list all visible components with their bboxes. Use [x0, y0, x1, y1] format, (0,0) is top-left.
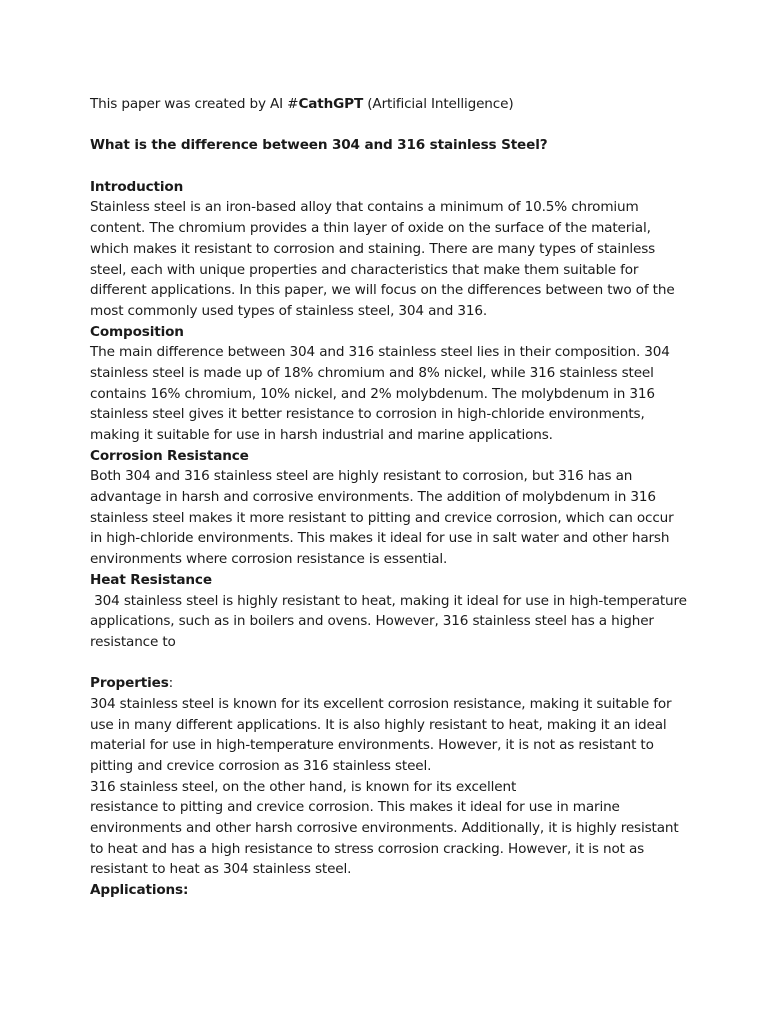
spacer — [90, 115, 718, 136]
heading-corrosion-resistance: Corrosion Resistance — [90, 447, 249, 464]
attribution-line — [90, 94, 718, 115]
heading-introduction: Introduction — [90, 178, 184, 195]
paragraph-line: advantage in harsh and corrosive environments. The addition of molybdenum in 316 — [90, 489, 656, 506]
heading-properties: Properties — [90, 675, 169, 692]
paragraph-line: different applications. In this paper, we will focus on the differences between two of the — [90, 282, 675, 299]
paragraph-line: applications, such as in boilers and ovens. However, 316 stainless steel has a higher — [90, 613, 654, 630]
paragraph-line: resistance to pitting and crevice corrosion. This makes it ideal for use in marine — [90, 799, 620, 816]
paragraph-line: stainless steel gives it better resistance to corrosion in high-chloride environments, — [90, 406, 645, 423]
paragraph-line: Stainless steel is an iron-based alloy that contains a minimum of 10.5% chromium — [90, 199, 639, 216]
heading-properties-colon: : — [168, 675, 174, 692]
document-page — [90, 94, 718, 901]
paragraph-line: resistant to heat as 304 stainless steel. — [90, 861, 352, 878]
paragraph-line: pitting and crevice corrosion as 316 stainless steel. — [90, 758, 432, 774]
paragraph-line: steel, each with unique properties and characteristics that make them suitable for — [90, 261, 639, 278]
paragraph-line: 304 stainless steel is known for its excellent corrosion resistance, making it suitable for — [90, 695, 672, 712]
heading-heat-resistance: Heat Resistance — [90, 571, 212, 588]
paragraph-line: environments and other harsh corrosive environments. Additionally, it is highly resistant — [90, 820, 679, 837]
heading-properties-line — [90, 673, 718, 694]
paragraph-line: contains 16% chromium, 10% nickel, and 2% molybdenum. The molybdenum in 316 — [90, 385, 655, 402]
paragraph-line: use in many different applications. It is also highly resistant to heat, making it an ideal — [90, 716, 667, 733]
paragraph-line: resistance to — [90, 633, 176, 650]
spacer — [90, 653, 718, 674]
attribution-prefix: This paper was created by AI # — [90, 96, 299, 112]
paragraph-line: which makes it resistant to corrosion and staining. There are many types of stainless — [90, 240, 656, 257]
paragraph-line: to heat and has a high resistance to stress corrosion cracking. However, it is not as — [90, 840, 645, 857]
heading-applications: Applications — [90, 882, 183, 899]
document-question: What is the difference between 304 and 316 stainless Steel? — [90, 137, 548, 154]
paragraph-line: stainless steel is made up of 18% chromium and 8% nickel, while 316 stainless steel — [90, 364, 654, 381]
paragraph-line: 316 stainless steel, on the other hand, is known for its excellent — [90, 778, 517, 795]
paragraph-line: most commonly used types of stainless steel, 304 and 316. — [90, 302, 488, 319]
paragraph-line: making it suitable for use in harsh industrial and marine applications. — [90, 427, 553, 443]
attribution-suffix: (Artificial Intelligence) — [363, 96, 514, 112]
paragraph-line: 304 stainless steel is highly resistant to heat, making it ideal for use in high-temperature — [90, 592, 687, 609]
paragraph-line: material for use in high-temperature environments. However, it is not as resistant to — [90, 737, 654, 754]
paragraph-line: environments where corrosion resistance is essential. — [90, 551, 448, 568]
heading-applications-line — [90, 880, 718, 901]
heading-composition: Composition — [90, 323, 184, 340]
heading-applications-colon: : — [183, 882, 189, 899]
paragraph-line: The main difference between 304 and 316 stainless steel lies in their composition. 304 — [90, 344, 670, 361]
paragraph-line: stainless steel makes it more resistant to pitting and crevice corrosion, which can occur — [90, 509, 674, 526]
paragraph-line: content. The chromium provides a thin layer of oxide on the surface of the material, — [90, 220, 651, 237]
paragraph-line: in high-chloride environments. This makes it ideal for use in salt water and other harsh — [90, 530, 670, 547]
attribution-brand: CathGPT — [298, 96, 364, 112]
paragraph-line: Both 304 and 316 stainless steel are highly resistant to corrosion, but 316 has an — [90, 468, 633, 485]
spacer — [90, 156, 718, 177]
